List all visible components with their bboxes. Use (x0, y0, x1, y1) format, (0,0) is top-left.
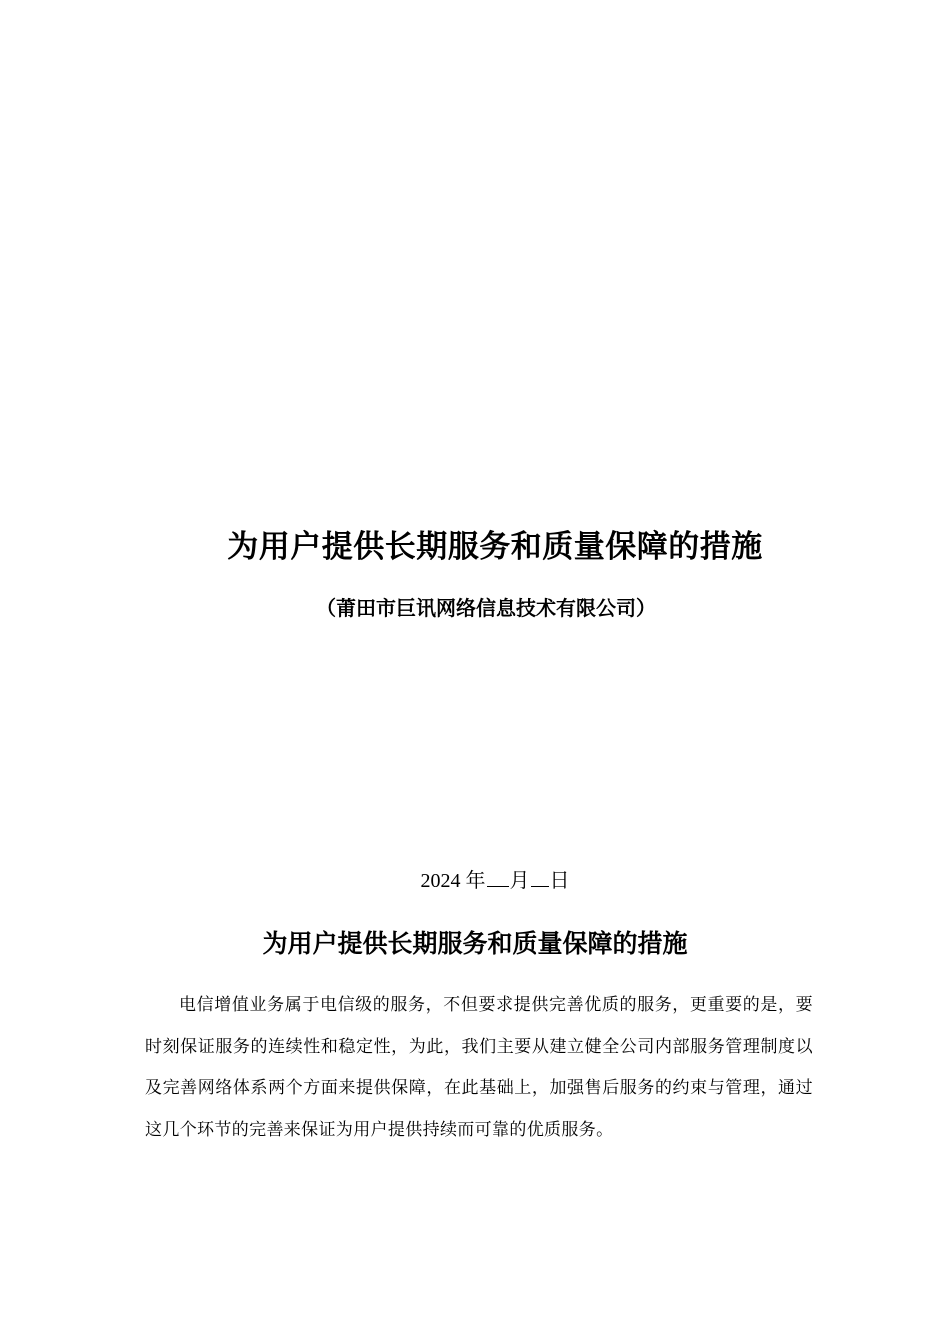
date-year: 2024 年 (420, 870, 486, 892)
cover-title: 为用户提供长期服务和质量保障的措施 (227, 529, 763, 565)
day-blank (531, 866, 549, 887)
month-blank (487, 866, 509, 887)
cover-date (0, 866, 950, 896)
date-month-label: 月 (509, 870, 530, 892)
body-paragraph: 电信增值业务属于电信级的服务，不但要求提供完善优质的服务，更重要的是，要时刻保证服务的连续性和稳定性，为此，我们主要从建立健全公司内部服务管理制度以及完善网络体系两个方面来提供保障，在此基础上，加强售后服务的约束与管理，通过这几个环节的完善来保证为用户提供持续而可靠的优质服务。 (145, 995, 813, 1140)
cover-subtitle: （莆田市巨讯网络信息技术有限公司） (316, 596, 656, 620)
section-heading: 为用户提供长期服务和质量保障的措施 (262, 929, 688, 958)
date-day-label: 日 (549, 870, 570, 892)
